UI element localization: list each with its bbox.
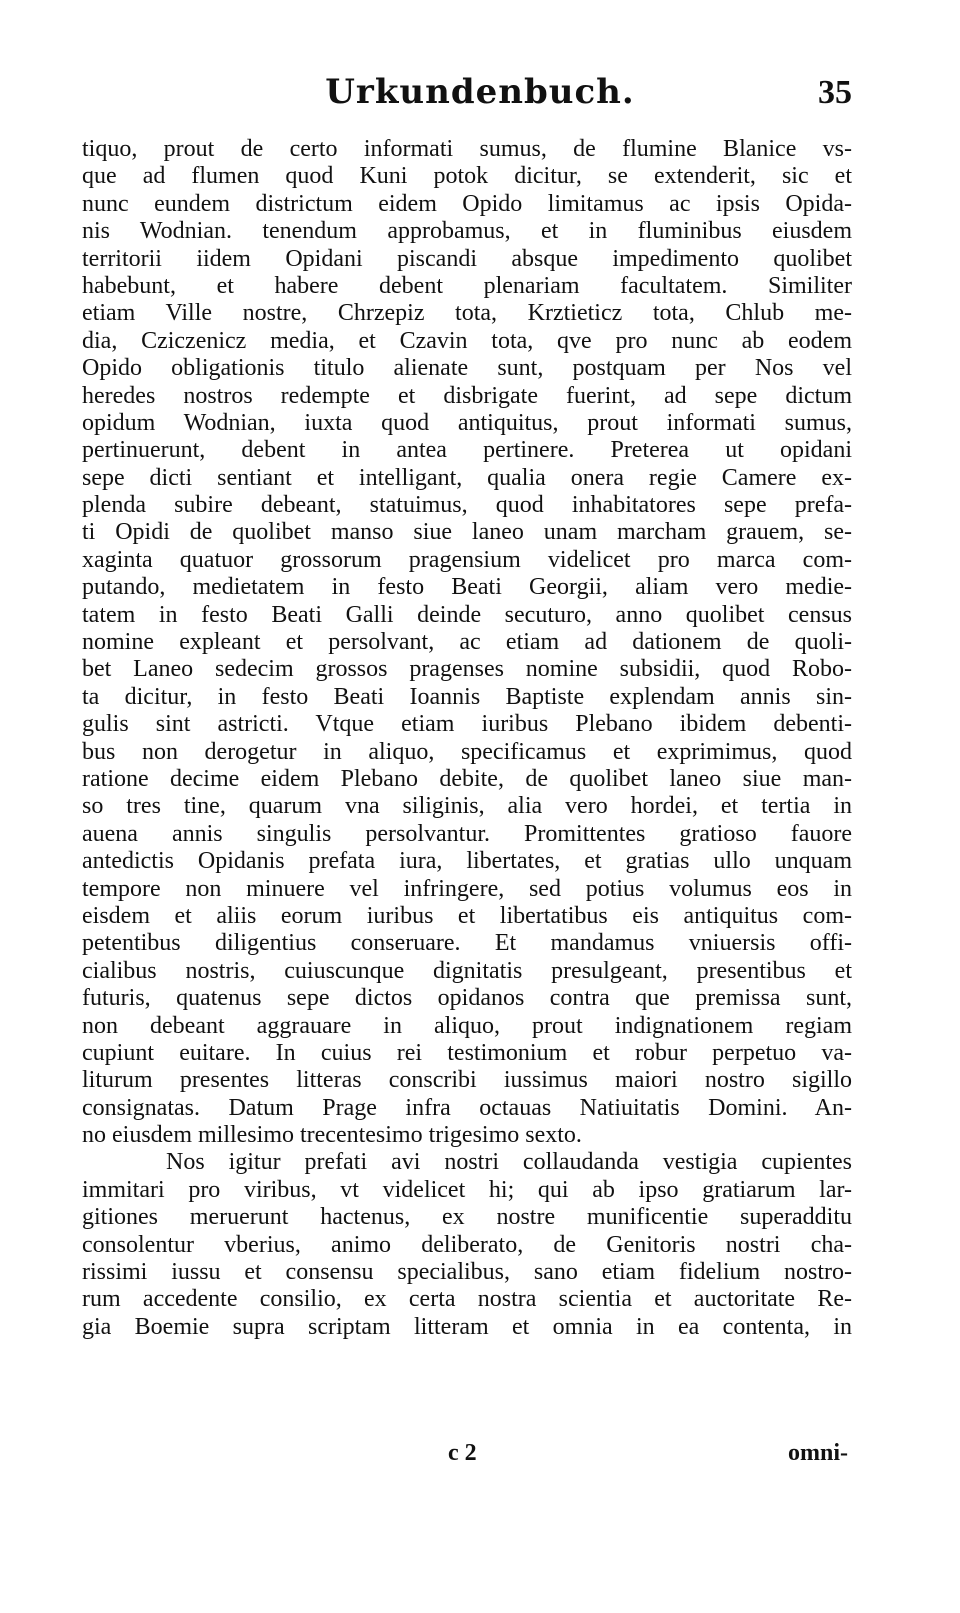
text-line: habebunt, et habere debent plenariam facultatem. Similiter bbox=[82, 272, 852, 299]
text-line: rissimi iussu et consensu specialibus, sano etiam fidelium nostro- bbox=[82, 1259, 852, 1286]
text-line: so tres tine, quarum vna siliginis, alia vero hordei, et tertia in bbox=[82, 793, 852, 820]
text-line: gulis sint astricti. Vtque etiam iuribus Plebano ibidem debenti- bbox=[82, 711, 852, 738]
text-line: auena annis singulis persolvantur. Promittentes gratioso fauore bbox=[82, 820, 852, 847]
text-line: dia, Cziczenicz media, et Czavin tota, qve pro nunc ab eodem bbox=[82, 327, 852, 354]
text-line: bet Laneo sedecim grossos pragenses nomine subsidii, quod Robo- bbox=[82, 656, 852, 683]
text-line: cupiunt euitare. In cuius rei testimonium et robur perpetuo va- bbox=[82, 1039, 852, 1066]
text-line: Nos igitur prefati avi nostri collaudanda vestigia cupientes bbox=[166, 1149, 852, 1176]
text-line: consolentur vberius, animo deliberato, de Genitoris nostri cha- bbox=[82, 1231, 852, 1258]
text-line: que ad flumen quod Kuni potok dicitur, se extenderit, sic et bbox=[82, 163, 852, 190]
text-line: gitiones meruerunt hactenus, ex nostre munificentie superadditu bbox=[82, 1204, 852, 1231]
text-line: futuris, quatenus sepe dictos opidanos contra que premissa sunt, bbox=[82, 985, 852, 1012]
text-line: etiam Ville nostre, Chrzepiz tota, Krztieticz tota, Chlub me- bbox=[82, 300, 852, 327]
text-line: tempore non minuere vel infringere, sed potius volumus eos in bbox=[82, 875, 852, 902]
paragraph-1 bbox=[82, 136, 852, 1149]
text-line: nunc eundem districtum eidem Opido limitamus ac ipsis Opida- bbox=[82, 190, 852, 217]
body-text bbox=[82, 136, 852, 1341]
text-line: nis Wodnian. tenendum approbamus, et in fluminibus eiusdem bbox=[82, 218, 852, 245]
text-line: Opido obligationis titulo alienate sunt, postquam per Nos vel bbox=[82, 355, 852, 382]
catchword: omni- bbox=[788, 1440, 848, 1466]
text-line: ti Opidi de quolibet manso siue laneo unam marcham grauem, se- bbox=[82, 519, 852, 546]
paragraph-2 bbox=[82, 1149, 852, 1341]
text-line: gia Boemie supra scriptam litteram et omnia in ea contenta, in bbox=[82, 1313, 852, 1340]
text-line: liturum presentes litteras conscribi iussimus maiori nostro sigillo bbox=[82, 1067, 852, 1094]
text-line: tatem in festo Beati Galli deinde secuturo, anno quolibet census bbox=[82, 601, 852, 628]
page-number: 35 bbox=[818, 74, 852, 111]
text-line: pertinuerunt, debent in antea pertinere. Preterea ut opidani bbox=[82, 437, 852, 464]
text-line: plenda subire debeant, statuimus, quod inhabitatores sepe prefa- bbox=[82, 492, 852, 519]
text-line: nomine expleant et persolvant, ac etiam ad dationem de quoli- bbox=[82, 629, 852, 656]
text-line: bus non derogetur in aliquo, specificamus et exprimimus, quod bbox=[82, 738, 852, 765]
text-line: opidum Wodnian, iuxta quod antiquitus, prout informati sumus, bbox=[82, 409, 852, 436]
page-header-title: Urkundenbuch. bbox=[325, 72, 635, 112]
text-line: petentibus diligentius conseruare. Et mandamus vniuersis offi- bbox=[82, 930, 852, 957]
text-line: immitari pro viribus, vt videlicet hi; qui ab ipso gratiarum lar- bbox=[82, 1176, 852, 1203]
text-line: ratione decime eidem Plebano debite, de quolibet laneo siue man- bbox=[82, 765, 852, 792]
text-line: eisdem et aliis eorum iuribus et libertatibus eis antiquitus com- bbox=[82, 902, 852, 929]
text-line: putando, medietatem in festo Beati Georgii, aliam vero medie- bbox=[82, 574, 852, 601]
text-line: antedictis Opidanis prefata iura, libertates, et gratias ullo unquam bbox=[82, 848, 852, 875]
running-head bbox=[0, 72, 960, 116]
page-footer bbox=[0, 1440, 960, 1476]
text-line: territorii iidem Opidani piscandi absque impedimento quolibet bbox=[82, 245, 852, 272]
text-line: consignatas. Datum Prage infra octauas Natiuitatis Domini. An- bbox=[82, 1094, 852, 1121]
text-line: no eiusdem millesimo trecentesimo trigesimo sexto. bbox=[82, 1122, 582, 1149]
text-line: heredes nostros redempte et disbrigate fuerint, ad sepe dictum bbox=[82, 382, 852, 409]
text-line: cialibus nostris, cuiuscunque dignitatis presulgeant, presentibus et bbox=[82, 957, 852, 984]
signature-mark: c 2 bbox=[448, 1440, 477, 1466]
text-line: rum accedente consilio, ex certa nostra scientia et auctoritate Re- bbox=[82, 1286, 852, 1313]
text-line: ta dicitur, in festo Beati Ioannis Baptiste explendam annis sin- bbox=[82, 683, 852, 710]
text-line: xaginta quatuor grossorum pragensium videlicet pro marca com- bbox=[82, 546, 852, 573]
text-line: non debeant aggrauare in aliquo, prout indignationem regiam bbox=[82, 1012, 852, 1039]
text-line: tiquo, prout de certo informati sumus, de flumine Blanice vs- bbox=[82, 136, 852, 162]
text-line: sepe dicti sentiant et intelligant, qualia onera regie Camere ex- bbox=[82, 464, 852, 491]
